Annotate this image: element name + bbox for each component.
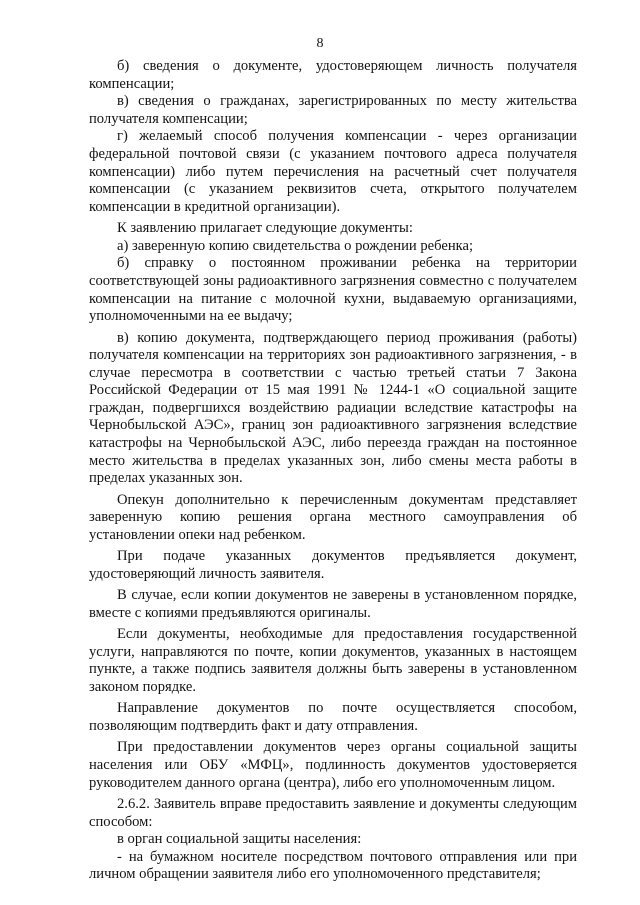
paragraph-birth-certificate: а) заверенную копию свидетельства о рождении ребенка; (117, 237, 474, 254)
paragraph-passport-info: б) сведения о документе, удостоверяющем личность получателя компенсации; (89, 58, 577, 92)
paragraph-social-protection-body: в орган социальной защиты населения: (117, 831, 362, 848)
page-number: 8 (316, 36, 324, 51)
document-body (89, 58, 577, 884)
paragraph-attached-documents-intro: К заявлению прилагает следующие документы: (117, 220, 413, 237)
paragraph-postal-submission: Если документы, необходимые для предоставления государственной услуги, направляются по почте, копии документов, указанных в настоящем пункте, а также подпись заявителя должны быть заверены в установленном законом порядке. (89, 626, 577, 695)
paragraph-registered-citizens: в) сведения о гражданах, зарегистрированных по месту жительства получателя компенсации; (89, 93, 577, 127)
paragraph-guardian-documents: Опекун дополнительно к перечисленным документам представляет заверенную копию решения органа местного самоуправления об установлении опеки над ребенком. (89, 491, 577, 543)
paragraph-residence-period-document: в) копию документа, подтверждающего период проживания (работы) получателя компенсации на территориях зон радиоактивного загрязнения, - в случае пересмотра в соответствии с частью третьей статьи 7 Закона Российской Федерации от 15 мая 1991 № 1244-1 «О социальной защите граждан, подвергшихся воздействию радиации вследствие катастрофы на Чернобыльской АЭС», границ зон радиоактивного загрязнения вследствие катастрофы на Чернобыльской АЭС, либо переезда граждан на постоянное место жительства в пределах указанных зон, либо смены места работы в пределах указанных зон. (89, 329, 577, 487)
paragraph-paper-submission: - на бумажном носителе посредством почтового отправления или при личном обращении заявителя либо его уполномоченного представителя; (89, 848, 577, 883)
paragraph-uncertified-copies: В случае, если копии документов не заверены в установленном порядке, вместе с копиями предъявляются оригиналы. (89, 587, 577, 621)
paragraph-payment-method: г) желаемый способ получения компенсации - через организации федеральной почтовой связи (с указанием почтового адреса получателя компенсации) либо путем перечисления на расчетный счет получателя компенсации (с указанием реквизитов счета, открытого получателем компенсации в кредитной организации). (89, 128, 577, 215)
paragraph-section-2-6-2: 2.6.2. Заявитель вправе предоставить заявление и документы следующим способом: (89, 795, 577, 830)
paragraph-authenticity-verification: При предоставлении документов через органы социальной защиты населения или ОБУ «МФЦ», подлинность документов удостоверяется руководителем данного органа (центра), либо его уполномоченным лицом. (89, 739, 577, 791)
paragraph-postal-method: Направление документов по почте осуществляется способом, позволяющим подтвердить факт и дату отправления. (89, 700, 577, 734)
paragraph-residence-certificate: б) справку о постоянном проживании ребенка на территории соответствующей зоны радиоактивного загрязнения совместно с получателем компенсации на питание с молочной кухни, выдаваемую организациями, уполномоченными на ее выдачу; (89, 255, 577, 325)
paragraph-identity-document: При подаче указанных документов предъявляется документ, удостоверяющий личность заявителя. (89, 548, 577, 582)
